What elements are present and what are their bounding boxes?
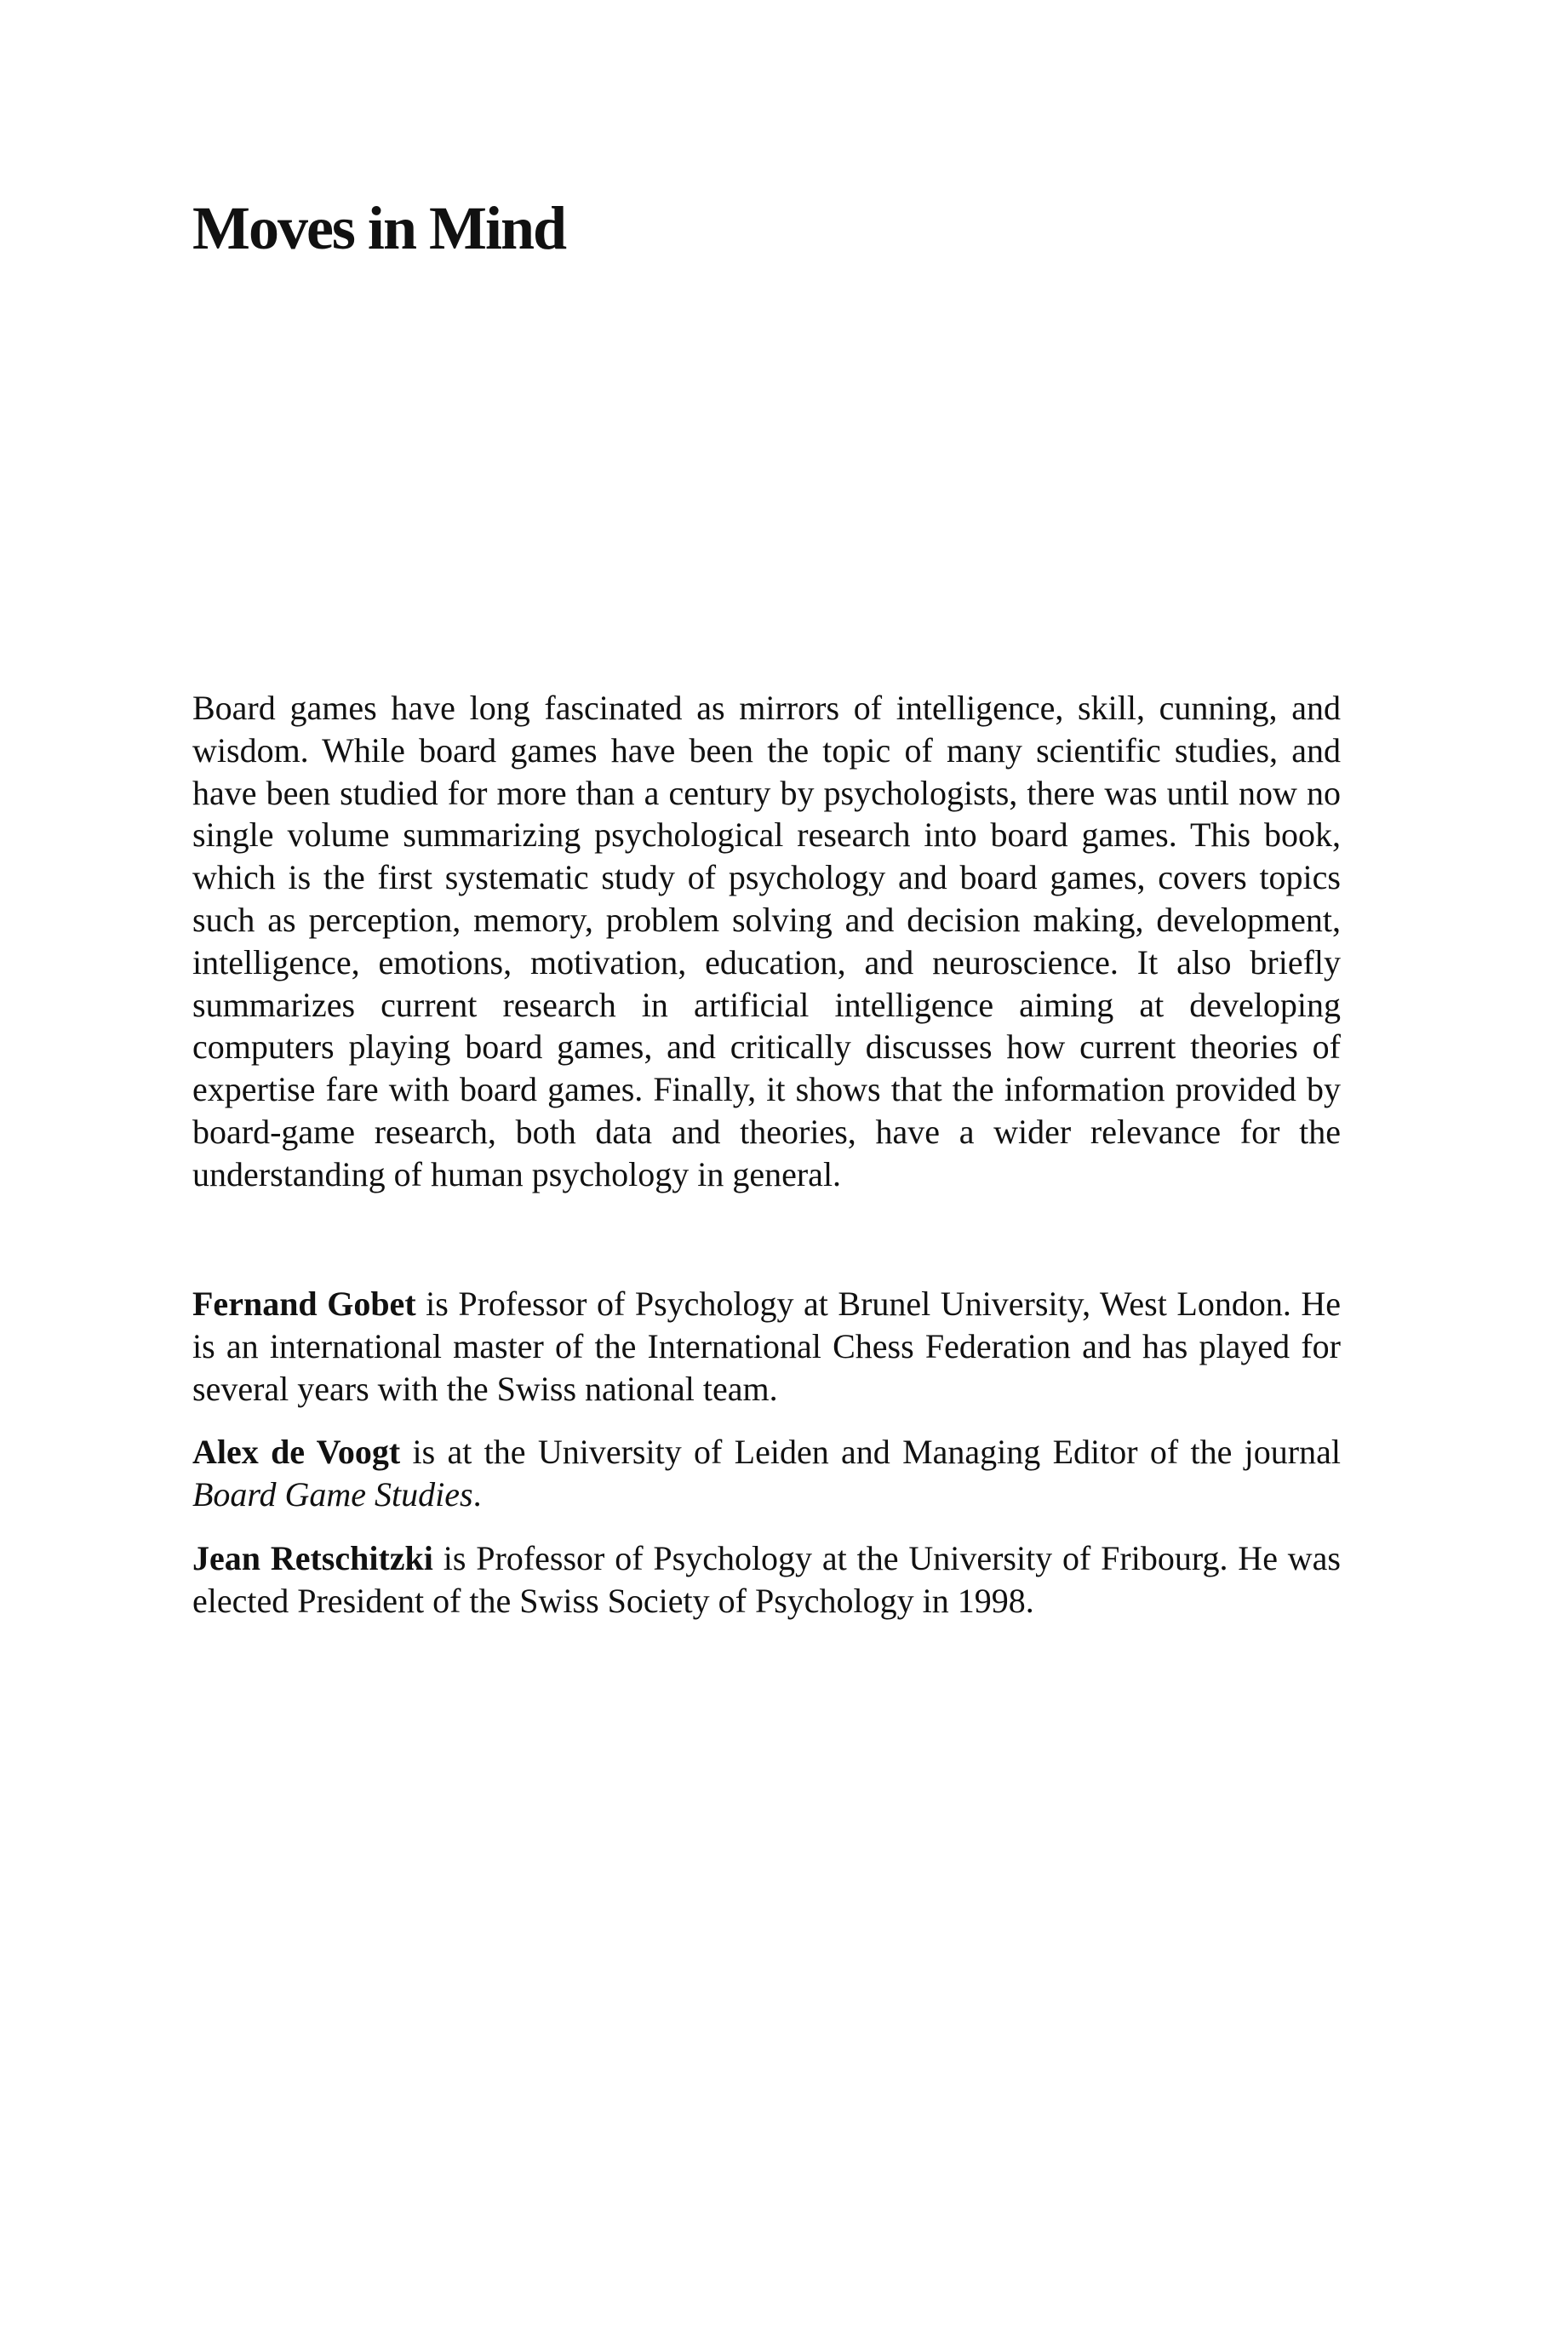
author-name: Alex de Voogt	[192, 1433, 401, 1472]
author-bio-ending: .	[472, 1475, 482, 1514]
author-bio-de-voogt	[192, 1431, 1341, 1516]
author-name: Jean Retschitzki	[192, 1538, 433, 1577]
author-bio-gobet	[192, 1283, 1341, 1410]
author-bio-text: is at the University of Leiden and Managing Editor of the journal	[400, 1433, 1341, 1472]
author-bio-text: is Professor of Psychology at Brunel University, West London. He is an international master of the International Chess Federation and has played for several years with the Swiss national team.	[192, 1285, 1341, 1408]
author-bio-text: is Professor of Psychology at the University of Fribourg. He was elected President of the Swiss Society of Psychology in 1998.	[192, 1538, 1341, 1620]
author-name: Fernand Gobet	[192, 1285, 416, 1323]
author-biographies	[192, 1283, 1341, 1622]
book-title: Moves in Mind	[192, 194, 566, 262]
book-summary: Board games have long fascinated as mirrors of intelligence, skill, cunning, and wisdom. While board games have been the topic of many scientific studies, and have been studied for more than a century by psychologists, there was until now no single volume summarizing psychological research into board games. This book, which is the first systematic study of psychology and board games, covers topics such as perception, memory, problem solving and decision making, development, intelligence, emotions, motivation, education, and neuroscience. It also briefly summarizes current research in artificial intelligence aiming at developing computers playing board games, and critically discusses how current theories of expertise fare with board games. Finally, it shows that the information provided by board-game research, both data and theories, have a wider relevance for the understanding of human psychology in general.	[192, 689, 1341, 1193]
journal-title: Board Game Studies	[192, 1475, 473, 1514]
author-bio-retschitzki	[192, 1537, 1341, 1622]
